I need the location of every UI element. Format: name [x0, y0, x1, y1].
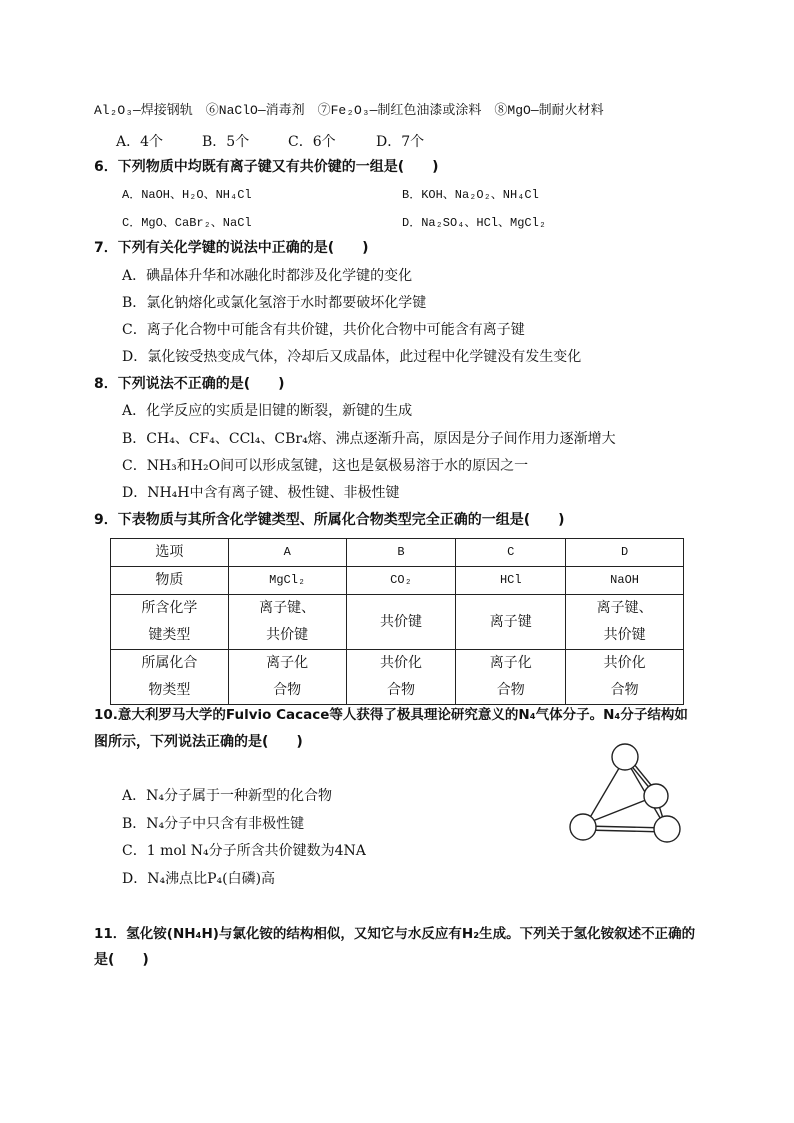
table-row [111, 567, 684, 595]
table-cell: MgCl₂ [228, 567, 346, 595]
q6-option-b[interactable]: B．KOH、Na₂O₂、NH₄Cl [402, 188, 539, 202]
q6-stem: 6．下列物质中均既有离子键又有共价键的一组是( ) [94, 159, 439, 175]
q8-option-a[interactable]: A．化学反应的实质是旧键的断裂，新键的生成 [122, 403, 413, 419]
row-label-line: 键类型 [148, 627, 191, 643]
q7-option-c[interactable]: C．离子化合物中可能含有共价键，共价化合物中可能含有离子键 [122, 322, 525, 338]
cell-line: 离子化 [266, 655, 309, 671]
cell-line: 离子键、 [596, 600, 653, 616]
q7-option-d[interactable]: D．氯化铵受热变成气体，冷却后又成晶体，此过程中化学键没有发生变化 [122, 349, 582, 365]
header-cell: A [228, 539, 346, 567]
table-cell [566, 595, 684, 650]
intro-line: Al₂O₃—焊接钢轨 ⑥NaClO—消毒剂 ⑦Fe₂O₃—制红色油漆或涂料 ⑧MgO—制耐火材料 [94, 103, 604, 118]
q7-option-b[interactable]: B．氯化钠熔化或氯化氢溶于水时都要破坏化学键 [122, 295, 427, 311]
row-label-line: 所含化学 [141, 600, 198, 616]
q10-option-d[interactable]: D．N₄沸点比P₄(白磷)高 [122, 871, 276, 887]
table-cell: CO₂ [346, 567, 456, 595]
row-label-line: 所属化合 [141, 655, 198, 671]
header-cell: 选项 [111, 539, 229, 567]
atom [644, 784, 668, 808]
q6-option-c[interactable]: C．MgO、CaBr₂、NaCl [122, 216, 252, 230]
q9-stem: 9．下表物质与其所含化学键类型、所属化合物类型完全正确的一组是( ) [94, 512, 565, 528]
atom [654, 816, 680, 842]
q10-option-c[interactable]: C．1 mol N₄分子所含共价键数为4NA [122, 843, 366, 859]
table-cell [566, 650, 684, 705]
q10-stem-line1: 10.意大利罗马大学的Fulvio Cacace等人获得了极具理论研究意义的N₄气体分子。N₄分子结构如 [94, 707, 688, 723]
header-cell: B [346, 539, 456, 567]
row-label: 物质 [111, 567, 229, 595]
atom [612, 744, 638, 770]
q6-option-a[interactable]: A．NaOH、H₂O、NH₄Cl [122, 188, 252, 202]
table-cell [346, 650, 456, 705]
row-label [111, 595, 229, 650]
table-row [111, 650, 684, 705]
q5-option-a[interactable]: A．4个 [116, 134, 164, 150]
table-cell [456, 650, 566, 705]
header-cell: C [456, 539, 566, 567]
q5-option-c[interactable]: C．6个 [288, 134, 336, 150]
q10-option-a[interactable]: A．N₄分子属于一种新型的化合物 [122, 788, 332, 804]
q5-option-d[interactable]: D．7个 [376, 134, 425, 150]
q6-option-d[interactable]: D．Na₂SO₄、HCl、MgCl₂ [402, 216, 547, 230]
q10-stem-line2: 图所示，下列说法正确的是( ) [94, 734, 303, 750]
row-label-line: 物类型 [148, 682, 191, 698]
q9-table [110, 538, 684, 705]
cell-line: 共价化 [603, 655, 646, 671]
q7-option-a[interactable]: A．碘晶体升华和冰融化时都涉及化学键的变化 [122, 268, 413, 284]
header-cell: D [566, 539, 684, 567]
q11-stem-line1: 11．氢化铵(NH₄H)与氯化铵的结构相似，又知它与水反应有H₂生成。下列关于氢化铵叙述不正确的 [94, 926, 696, 942]
table-header-row [111, 539, 684, 567]
cell-line: 离子键、 [259, 600, 316, 616]
atom [570, 814, 596, 840]
cell-line: 共价键 [266, 627, 309, 643]
q5-option-b[interactable]: B．5个 [202, 134, 250, 150]
n4-molecule-diagram [565, 740, 695, 850]
q10-option-b[interactable]: B．N₄分子中只含有非极性键 [122, 816, 305, 832]
q8-stem: 8．下列说法不正确的是( ) [94, 376, 285, 392]
table-cell: 离子键 [456, 595, 566, 650]
table-cell [228, 595, 346, 650]
q11-stem-line2: 是( ) [94, 952, 149, 968]
table-cell [228, 650, 346, 705]
row-label [111, 650, 229, 705]
cell-line: 共价化 [379, 655, 422, 671]
table-cell: NaOH [566, 567, 684, 595]
q8-option-c[interactable]: C．NH₃和H₂O间可以形成氢键，这也是氨极易溶于水的原因之一 [122, 458, 529, 474]
cell-line: 合物 [386, 682, 415, 698]
cell-line: 合物 [610, 682, 639, 698]
table-cell: HCl [456, 567, 566, 595]
q8-option-b[interactable]: B．CH₄、CF₄、CCl₄、CBr₄熔、沸点逐渐升高，原因是分子间作用力逐渐增大 [122, 431, 616, 447]
table-cell: 共价键 [346, 595, 456, 650]
cell-line: 离子化 [489, 655, 532, 671]
cell-line: 合物 [273, 682, 302, 698]
cell-line: 共价键 [603, 627, 646, 643]
q7-stem: 7．下列有关化学键的说法中正确的是( ) [94, 240, 369, 256]
table-row [111, 595, 684, 650]
q8-option-d[interactable]: D．NH₄H中含有离子键、极性键、非极性键 [122, 485, 400, 501]
cell-line: 合物 [496, 682, 525, 698]
